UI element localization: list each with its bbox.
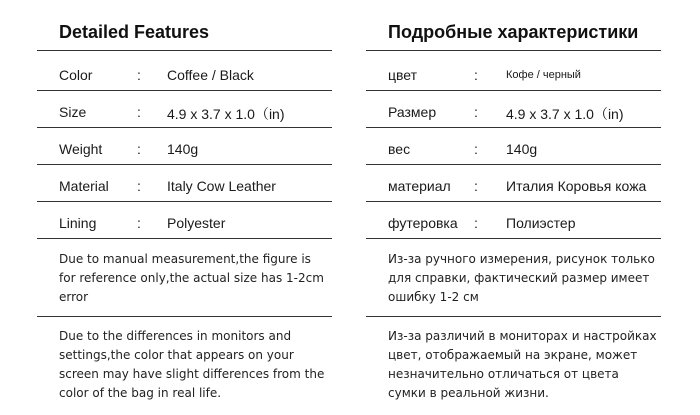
spec-row-weight <box>366 128 661 165</box>
spec-key: Размер <box>388 104 437 120</box>
spec-row-material <box>366 165 661 202</box>
spec-value: Полиэстер <box>506 215 576 231</box>
spec-row-color <box>37 54 332 91</box>
spec-row-color <box>366 54 661 91</box>
measurement-note: Due to manual measurement,the figure is for reference only,the actual size has 1-2cm error <box>59 252 324 304</box>
heading-divider <box>37 50 332 51</box>
spec-key: материал <box>388 178 451 194</box>
spec-colon: : <box>474 178 478 194</box>
spec-value: Италия Коровья кожа <box>506 178 647 194</box>
spec-row-weight <box>37 128 332 165</box>
spec-colon: : <box>474 215 478 231</box>
color-note: Due to the differences in monitors and settings,the color that appears on your screen may have slight differences from the color of the bag in real life. <box>59 329 325 400</box>
spec-value: 140g <box>167 141 199 157</box>
spec-row-lining <box>37 202 332 239</box>
spec-colon: : <box>137 67 141 83</box>
spec-key: цвет <box>388 67 418 83</box>
spec-key: Size <box>59 104 87 120</box>
color-note: Из-за различий в мониторах и настройках цвет, отображаемый на экране, может незначительно отличаться от цвета сумки в реальной жизни. <box>388 329 657 400</box>
spec-colon: : <box>474 67 478 83</box>
measurement-note: Из-за ручного измерения, рисунок только для справки, фактический размер имеет ошибку 1-2 см <box>388 252 655 304</box>
spec-colon: : <box>474 141 478 157</box>
spec-row-size <box>366 91 661 128</box>
spec-key: вес <box>388 141 411 157</box>
spec-key: Weight <box>59 141 103 157</box>
note-divider <box>366 316 661 317</box>
english-heading: Detailed Features <box>59 22 210 42</box>
spec-row-lining <box>366 202 661 239</box>
spec-key: Lining <box>59 215 97 231</box>
spec-value: Coffee / Black <box>167 67 254 83</box>
heading-divider <box>366 50 661 51</box>
spec-value: 4.9 x 3.7 x 1.0（in) <box>167 106 285 122</box>
spec-colon: : <box>137 141 141 157</box>
note-divider <box>37 316 332 317</box>
spec-key: футеровка <box>388 215 458 231</box>
spec-key: Color <box>59 67 93 83</box>
spec-value: Italy Cow Leather <box>167 178 276 194</box>
spec-key: Material <box>59 178 109 194</box>
spec-colon: : <box>137 104 141 120</box>
spec-row-material <box>37 165 332 202</box>
spec-colon: : <box>474 104 478 120</box>
spec-colon: : <box>137 215 141 231</box>
spec-row-size <box>37 91 332 128</box>
spec-value: Кофе / черный <box>506 69 581 81</box>
spec-value: Polyester <box>167 215 226 231</box>
spec-value: 4.9 x 3.7 x 1.0（in) <box>506 106 624 122</box>
spec-colon: : <box>137 178 141 194</box>
spec-value: 140g <box>506 141 538 157</box>
russian-heading: Подробные характеристики <box>388 22 639 42</box>
